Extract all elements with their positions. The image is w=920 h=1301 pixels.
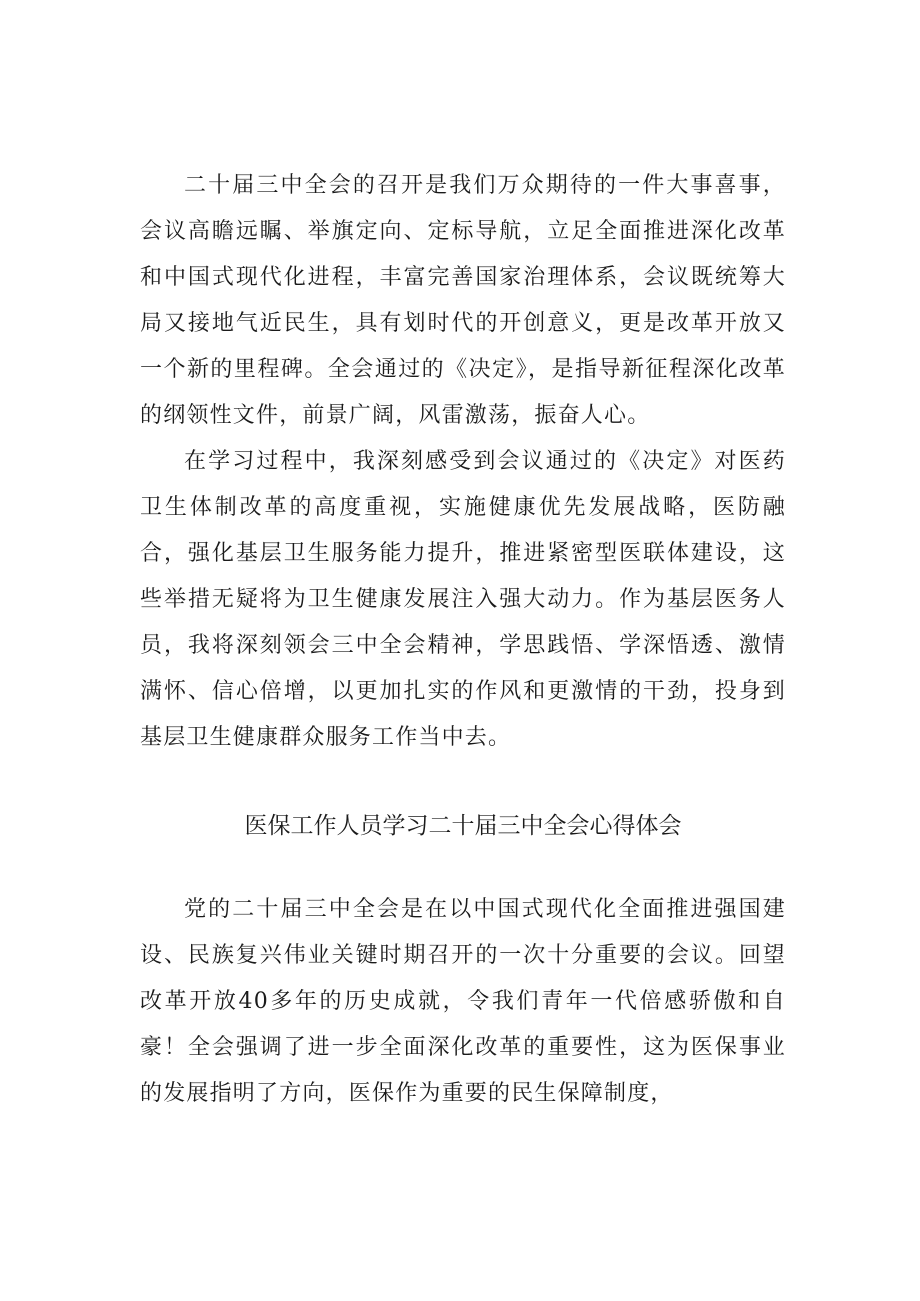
- document-body: [140, 163, 786, 1117]
- section-heading: 医保工作人员学习二十届三中全会心得体会: [244, 813, 682, 839]
- paragraph-2: 在学习过程中，我深刻感受到会议通过的《决定》对医药卫生体制改革的高度重视，实施健康优先发展战略，医防融合，强化基层卫生服务能力提升，推进紧密型医联体建设，这些举措无疑将为卫生健康发展注入强大动力。作为基层医务人员，我将深刻领会三中全会精神，学思践悟、学深悟透、激情满怀、信心倍增，以更加扎实的作风和更激情的干劲，投身到基层卫生健康群众服务工作当中去。: [140, 449, 786, 750]
- paragraph-3: 党的二十届三中全会是在以中国式现代化全面推进强国建设、民族复兴伟业关键时期召开的一次十分重要的会议。回望改革开放40多年的历史成就，令我们青年一代倍感骄傲和自豪！全会强调了进一步全面深化改革的重要性，这为医保事业的发展指明了方向，医保作为重要的民生保障制度，: [140, 897, 786, 1106]
- paragraph-1: 二十届三中全会的召开是我们万众期待的一件大事喜事，会议高瞻远瞩、举旗定向、定标导航，立足全面推进深化改革和中国式现代化进程，丰富完善国家治理体系，会议既统筹大局又接地气近民生，具有划时代的开创意义，更是改革开放又一个新的里程碑。全会通过的《决定》，是指导新征程深化改革的纲领性文件，前景广阔，风雷激荡，振奋人心。: [140, 173, 786, 428]
